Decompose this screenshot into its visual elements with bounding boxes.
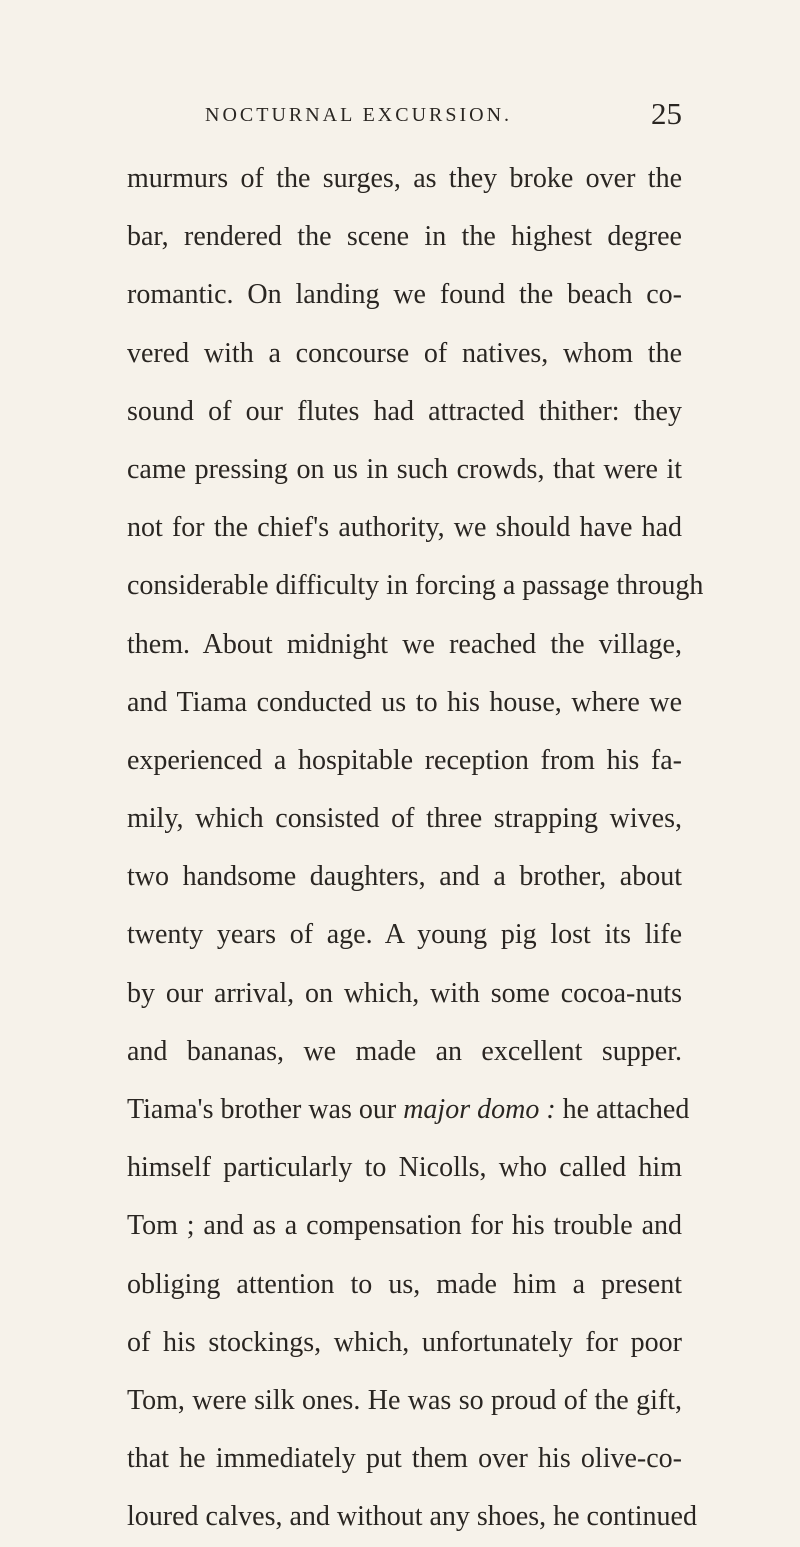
text-line: bar, rendered the scene in the highest degree	[127, 221, 682, 253]
text-line: not for the chief's authority, we should have had	[127, 512, 682, 544]
text-line: Tom, were silk ones. He was so proud of the gift,	[127, 1384, 682, 1416]
text-line: Tom ; and as a compensation for his trouble and	[127, 1210, 682, 1242]
body-text	[127, 150, 704, 1547]
text-line: and Tiama conducted us to his house, where we	[127, 686, 682, 718]
text-line: considerable difficulty in forcing a passage through	[127, 570, 704, 602]
text-line: that he immediately put them over his olive-co-	[127, 1443, 682, 1475]
text-line: himself particularly to Nicolls, who called him	[127, 1152, 682, 1184]
text-segment: he attached	[555, 1094, 690, 1125]
running-title: NOCTURNAL EXCURSION.	[205, 104, 513, 126]
text-line: of his stockings, which, unfortunately for poor	[127, 1326, 682, 1358]
text-line: experienced a hospitable reception from his fa-	[127, 744, 682, 776]
text-line: sound of our flutes had attracted thither: they	[127, 395, 682, 427]
text-line: two handsome daughters, and a brother, about	[127, 861, 682, 893]
text-line: romantic. On landing we found the beach co-	[127, 279, 682, 311]
text-line: by our arrival, on which, with some cocoa-nuts	[127, 977, 682, 1009]
text-line-with-italic	[127, 1081, 690, 1139]
text-line: vered with a concourse of natives, whom the	[127, 337, 682, 369]
italic-phrase: major domo :	[403, 1094, 556, 1125]
text-line: came pressing on us in such crowds, that were it	[127, 453, 682, 485]
text-line: murmurs of the surges, as they broke over the	[127, 163, 682, 194]
text-segment: Tiama's brother was our	[127, 1094, 404, 1125]
text-line: obliging attention to us, made him a present	[127, 1268, 682, 1300]
text-line: loured calves, and without any shoes, he continued	[127, 1501, 697, 1533]
text-line: mily, which consisted of three strapping wives,	[127, 803, 682, 835]
page-number: 25	[651, 96, 682, 131]
text-line: twenty years of age. A young pig lost its life	[127, 919, 682, 951]
text-line: and bananas, we made an excellent supper.	[127, 1035, 682, 1067]
running-head	[0, 96, 800, 136]
text-line: them. About midnight we reached the village,	[127, 628, 682, 660]
